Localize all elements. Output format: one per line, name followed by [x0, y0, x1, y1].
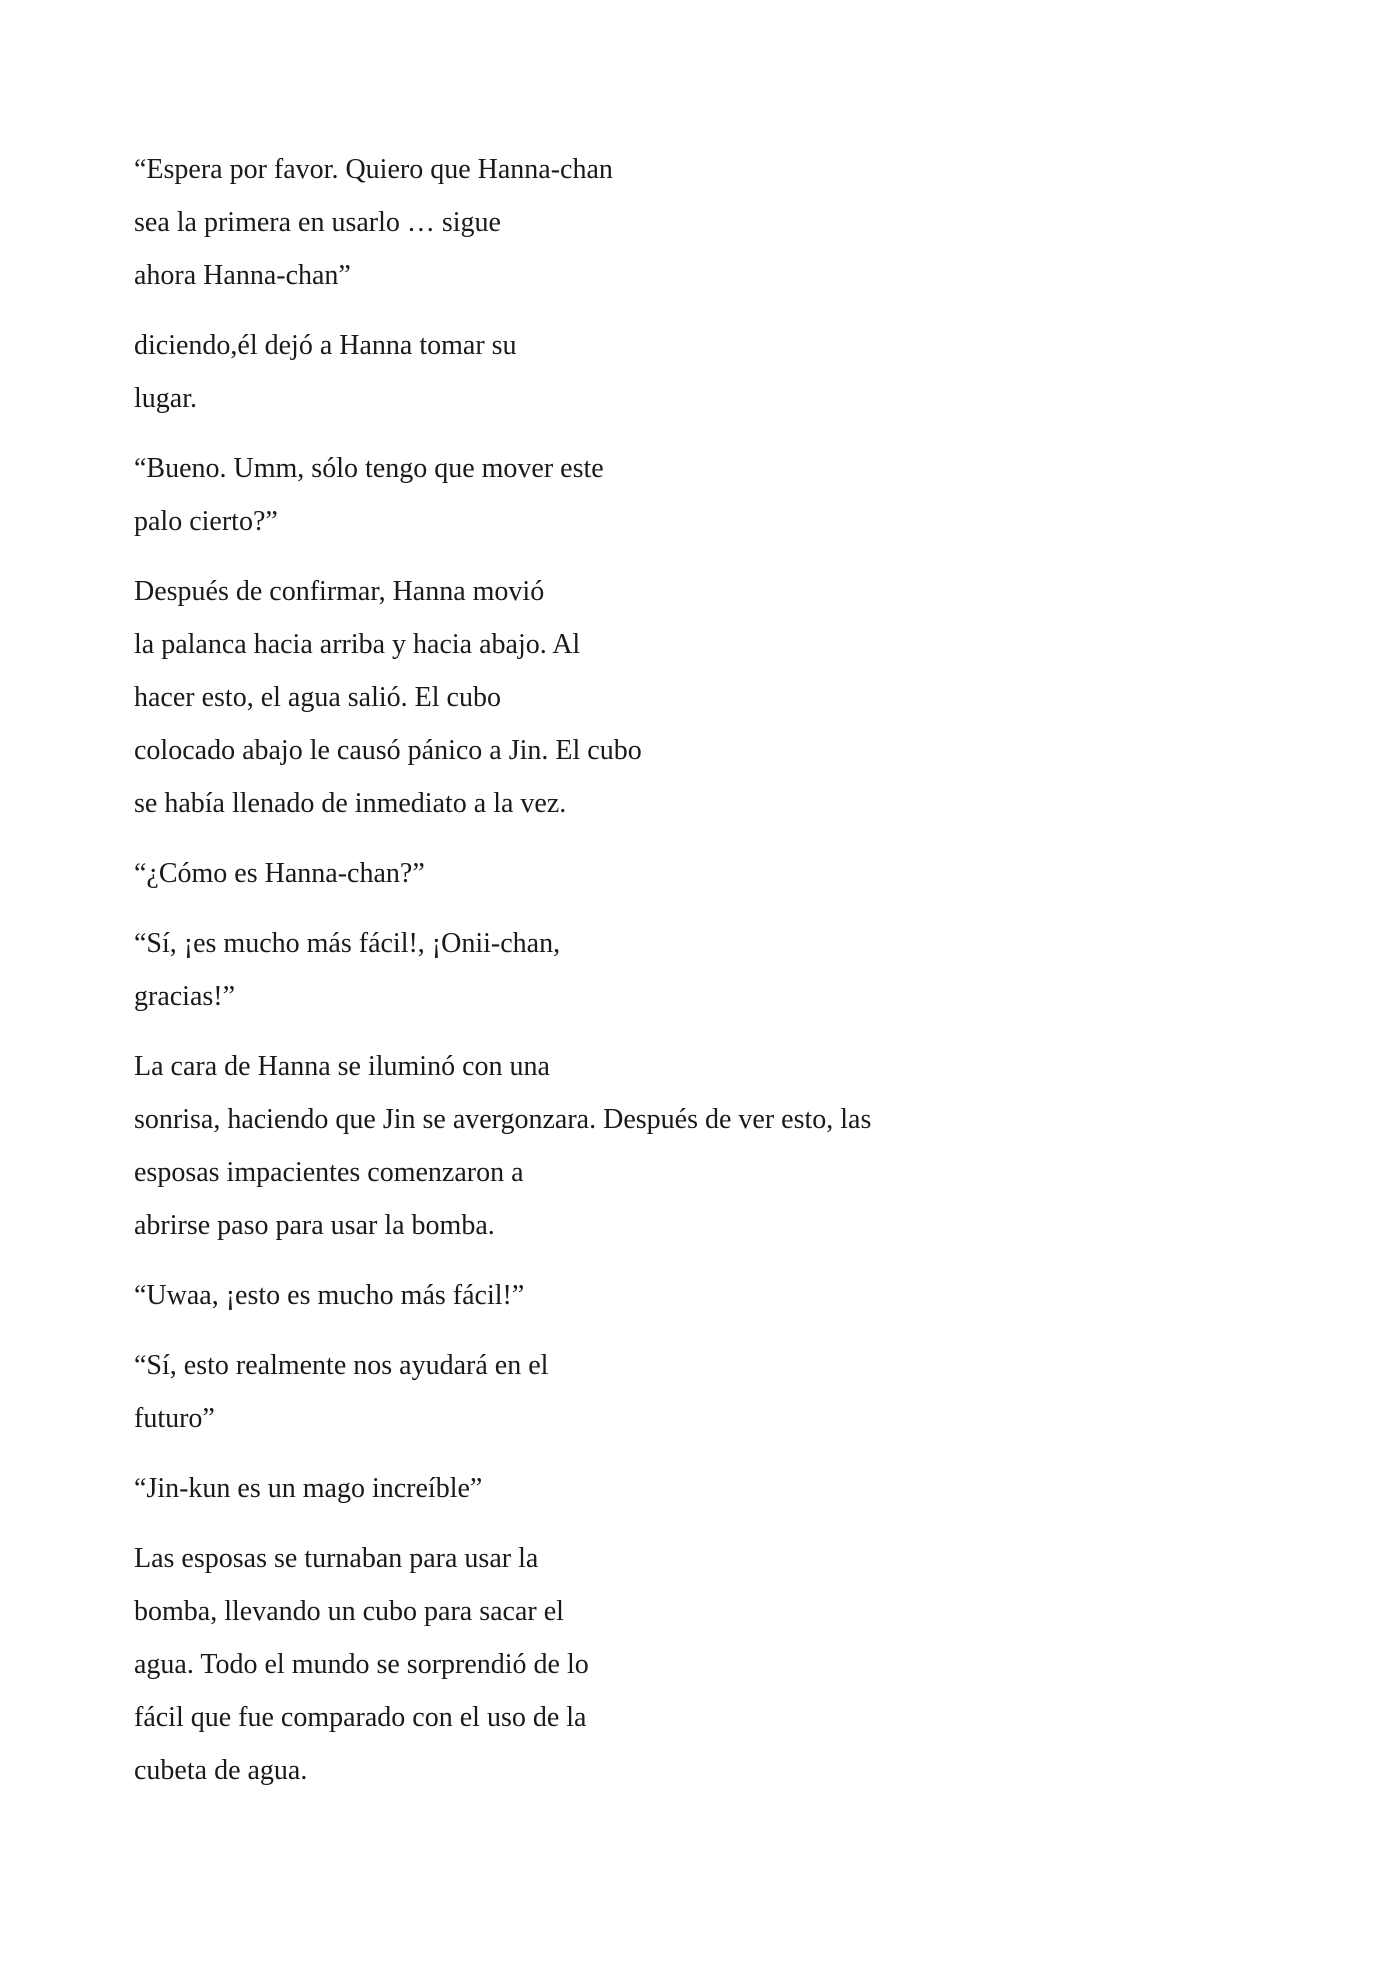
text-line: sea la primera en usarlo … sigue: [134, 207, 501, 238]
text-line: Después de confirmar, Hanna movió: [134, 576, 545, 607]
text-line: fácil que fue comparado con el uso de la: [134, 1702, 587, 1733]
text-line: se había llenado de inmediato a la vez.: [134, 788, 567, 819]
text-line: sonrisa, haciendo que Jin se avergonzara. Después de ver esto, las: [134, 1104, 872, 1135]
text-line: “Sí, ¡es mucho más fácil!, ¡Onii-chan,: [134, 928, 561, 959]
text-line: Las esposas se turnaban para usar la: [134, 1543, 539, 1574]
text-line: “Bueno. Umm, sólo tengo que mover este: [134, 453, 604, 484]
text-line: futuro”: [134, 1403, 215, 1434]
text-line: agua. Todo el mundo se sorprendió de lo: [134, 1649, 589, 1680]
text-line: hacer esto, el agua salió. El cubo: [134, 682, 501, 713]
text-line: cubeta de agua.: [134, 1755, 308, 1786]
text-line: ahora Hanna-chan”: [134, 260, 351, 291]
text-line: “Uwaa, ¡esto es mucho más fácil!”: [134, 1280, 525, 1311]
text-line: lugar.: [134, 383, 197, 414]
text-line: palo cierto?”: [134, 506, 278, 537]
text-line: gracias!”: [134, 981, 236, 1012]
text-line: “Jin-kun es un mago increíble”: [134, 1473, 483, 1504]
text-line: colocado abajo le causó pánico a Jin. El cubo: [134, 735, 642, 766]
text-line: La cara de Hanna se iluminó con una: [134, 1051, 550, 1082]
text-line: bomba, llevando un cubo para sacar el: [134, 1596, 564, 1627]
text-line: diciendo,él dejó a Hanna tomar su: [134, 330, 517, 361]
text-line: “Espera por favor. Quiero que Hanna-chan: [134, 154, 613, 185]
text-line: “¿Cómo es Hanna-chan?”: [134, 858, 425, 889]
text-line: abrirse paso para usar la bomba.: [134, 1210, 495, 1241]
text-line: esposas impacientes comenzaron a: [134, 1157, 524, 1188]
text-line: la palanca hacia arriba y hacia abajo. Al: [134, 629, 581, 660]
text-line: “Sí, esto realmente nos ayudará en el: [134, 1350, 549, 1381]
